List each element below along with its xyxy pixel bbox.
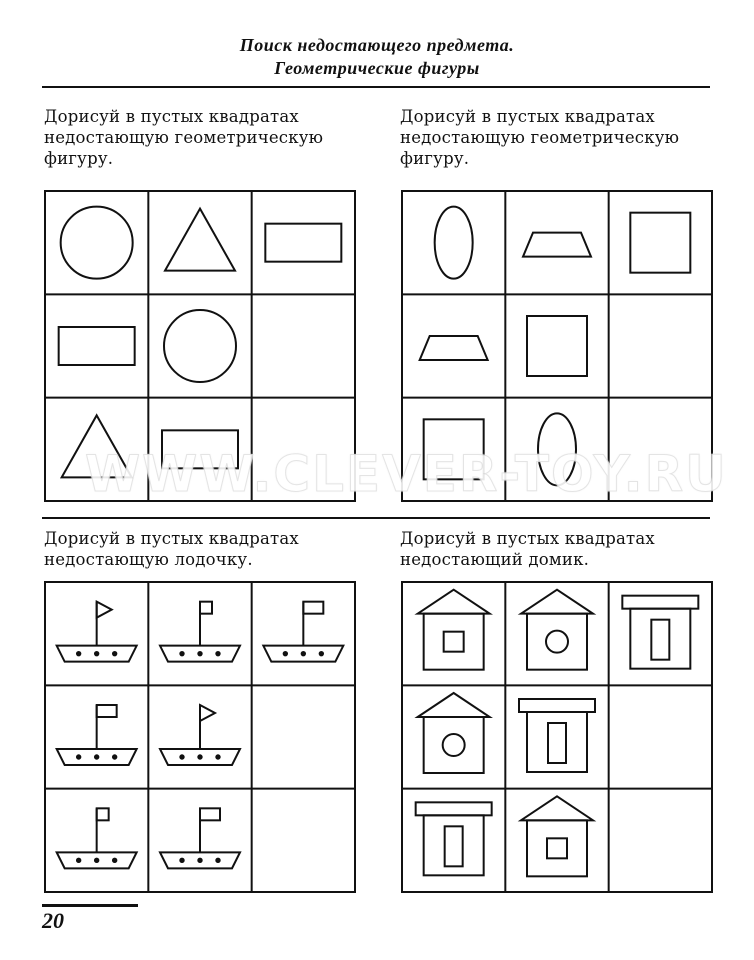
task-4-grid xyxy=(401,581,713,893)
porthole xyxy=(180,858,184,862)
house-wall xyxy=(527,614,587,670)
circle-figure xyxy=(61,207,133,279)
porthole xyxy=(180,755,184,759)
title-line-2: Геометрические фигуры xyxy=(274,58,480,78)
page-number-rule xyxy=(42,904,138,907)
porthole xyxy=(319,651,323,655)
square-window xyxy=(547,838,567,858)
flat-roof xyxy=(622,596,698,609)
page-number: 20 xyxy=(42,908,64,933)
door-window xyxy=(445,826,463,866)
rectangular-flag xyxy=(97,705,117,717)
rectangle-figure xyxy=(59,327,135,365)
task-3-instruction: Дорисуй в пустых квадратах недостающую лодочку. xyxy=(44,529,299,569)
grid-border xyxy=(402,582,712,892)
porthole xyxy=(301,651,305,655)
boat-rect-flag-figure xyxy=(57,705,137,765)
house-circle-window-figure xyxy=(521,590,593,670)
task-4-instruction: Дорисуй в пустых квадратах недостающий домик. xyxy=(400,529,655,569)
task-2-instruction: Дорисуй в пустых квадратах недостающую геометрическую фигуру. xyxy=(400,107,680,168)
porthole xyxy=(76,755,80,759)
flat-roof xyxy=(416,802,492,815)
square-flag xyxy=(200,602,212,614)
porthole xyxy=(112,651,116,655)
rectangle-figure xyxy=(265,224,341,262)
porthole xyxy=(216,858,220,862)
boat-rect-flag-figure xyxy=(263,602,343,662)
pitched-roof xyxy=(521,590,593,614)
square-window xyxy=(444,632,464,652)
house-wall xyxy=(527,820,587,876)
middle-rule xyxy=(42,517,710,519)
porthole xyxy=(112,755,116,759)
circle-window xyxy=(443,734,465,756)
trapezoid-figure xyxy=(523,233,591,257)
porthole xyxy=(198,755,202,759)
triangle-figure xyxy=(165,209,235,271)
boat-triangle-flag-figure xyxy=(57,602,137,662)
house-flat-roof-figure xyxy=(519,699,595,772)
house-flat-roof-figure xyxy=(622,596,698,669)
grid-lines xyxy=(402,582,712,892)
rectangular-flag xyxy=(200,808,220,820)
circle-window xyxy=(546,631,568,653)
house-flat-roof-figure xyxy=(416,802,492,875)
flat-roof xyxy=(519,699,595,712)
pitched-roof xyxy=(418,590,490,614)
task-1-instruction: Дорисуй в пустых квадратах недостающую геометрическую фигуру. xyxy=(44,107,324,168)
house-square-window-figure xyxy=(418,590,490,670)
porthole xyxy=(76,651,80,655)
porthole xyxy=(180,651,184,655)
house-circle-window-figure xyxy=(418,693,490,773)
boat-rect-flag-figure xyxy=(160,808,240,868)
boat-square-flag-figure xyxy=(57,808,137,868)
ellipse-shape xyxy=(435,207,473,279)
boat-triangle-flag-figure xyxy=(160,705,240,765)
porthole xyxy=(94,858,98,862)
boat-square-flag-figure xyxy=(160,602,240,662)
triangle-flag xyxy=(200,705,215,721)
rectangle-shape xyxy=(59,327,135,365)
house-square-window-figure xyxy=(521,796,593,876)
title-line-1: Поиск недостающего предмета. xyxy=(239,35,515,55)
porthole xyxy=(112,858,116,862)
porthole xyxy=(216,651,220,655)
ellipse-figure xyxy=(435,207,473,279)
circle-figure xyxy=(164,310,236,382)
pitched-roof xyxy=(521,796,593,820)
square-figure xyxy=(630,213,690,273)
house-wall xyxy=(424,614,484,670)
porthole xyxy=(94,651,98,655)
porthole xyxy=(76,858,80,862)
trapezoid-shape xyxy=(420,336,488,360)
porthole xyxy=(283,651,287,655)
door-window xyxy=(651,620,669,660)
circle-shape xyxy=(61,207,133,279)
top-rule xyxy=(42,86,710,88)
house-wall xyxy=(424,717,484,773)
porthole xyxy=(198,651,202,655)
trapezoid-shape xyxy=(523,233,591,257)
page-title xyxy=(0,34,754,80)
square-shape xyxy=(630,213,690,273)
square-shape xyxy=(527,316,587,376)
square-figure xyxy=(527,316,587,376)
task-3-grid xyxy=(44,581,356,893)
porthole xyxy=(94,755,98,759)
trapezoid-figure xyxy=(420,336,488,360)
triangle-shape xyxy=(165,209,235,271)
rectangular-flag xyxy=(303,602,323,614)
square-flag xyxy=(97,808,109,820)
watermark: WWW.CLEVER-TOY.RU xyxy=(85,445,728,503)
circle-shape xyxy=(164,310,236,382)
rectangle-shape xyxy=(265,224,341,262)
porthole xyxy=(198,858,202,862)
porthole xyxy=(216,755,220,759)
pitched-roof xyxy=(418,693,490,717)
door-window xyxy=(548,723,566,763)
triangle-flag xyxy=(97,602,112,618)
